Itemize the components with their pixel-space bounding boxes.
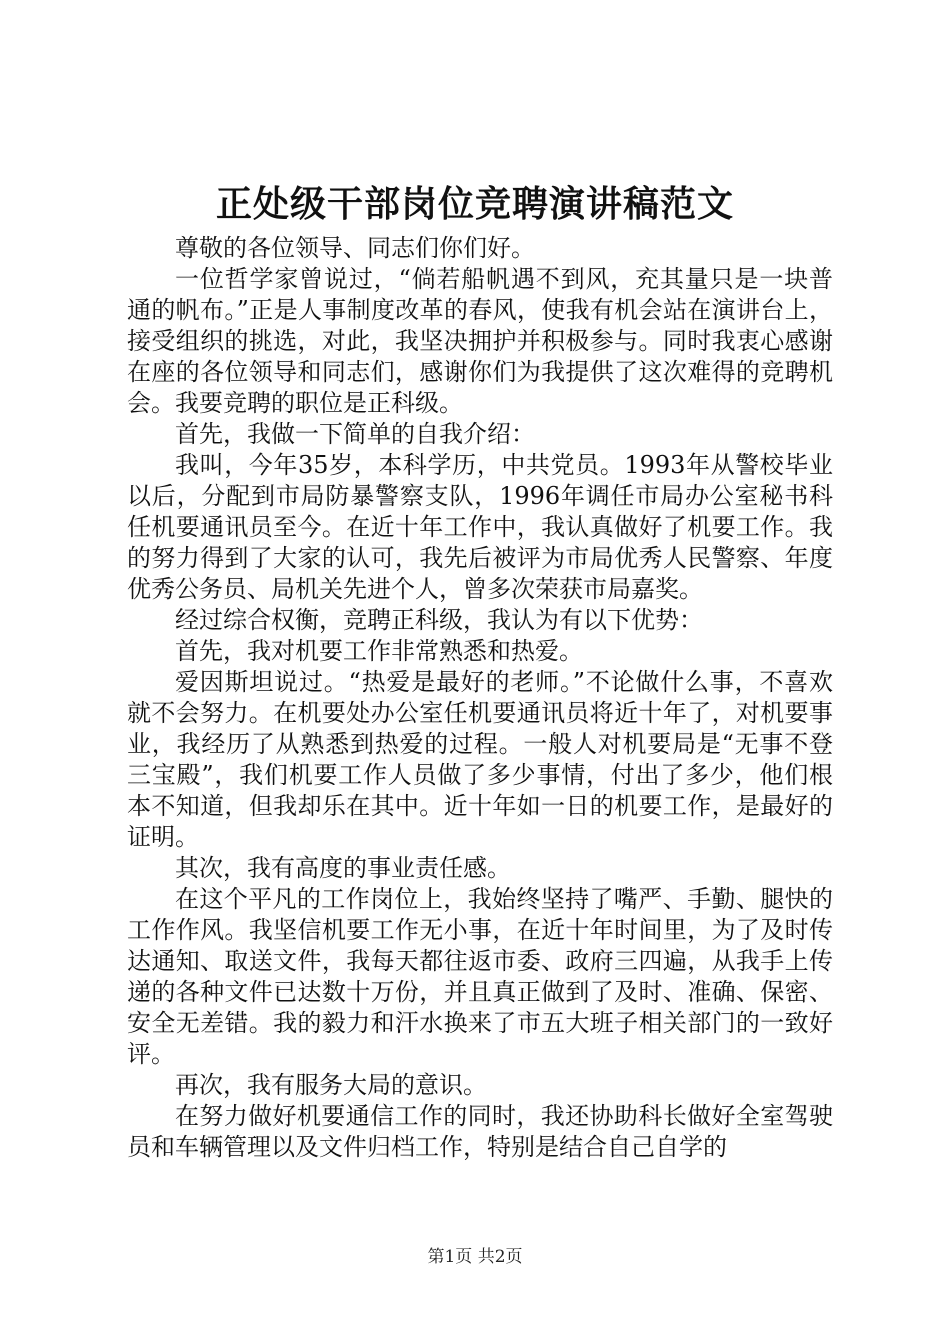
paragraph-advantage-three-body: 在努力做好机要通信工作的同时，我还协助科长做好全室驾驶员和车辆管理以及文件归档工作，特别是结合自己自学的 xyxy=(127,1102,833,1161)
page-number-footer: 第1页 共2页 xyxy=(427,1247,523,1267)
paragraph-advantage-two-body: 在这个平凡的工作岗位上，我始终坚持了嘴严、手勤、腿快的工作作风。我坚信机要工作无小事，在近十年时间里，为了及时传达通知、取送文件，我每天都往返市委、政府三四遍，从我手上传递的各种文件已达数十万份，并且真正做到了及时、准确、保密、安全无差错。我的毅力和汗水换来了市五大班子相关部门的一致好评。 xyxy=(127,885,833,1068)
paragraph-advantage-three-heading: 再次，我有服务大局的意识。 xyxy=(175,1071,487,1099)
paragraph-advantage-one-heading: 首先，我对机要工作非常熟悉和热爱。 xyxy=(175,637,583,665)
paragraph-advantage-two-heading: 其次，我有高度的事业责任感。 xyxy=(175,854,511,882)
paragraph-intro-heading: 首先，我做一下简单的自我介绍： xyxy=(175,420,535,448)
paragraph-greeting: 尊敬的各位领导、同志们你们好。 xyxy=(175,234,535,262)
paragraph-advantages-heading: 经过综合权衡，竞聘正科级，我认为有以下优势： xyxy=(175,606,703,634)
document-body xyxy=(127,233,833,1163)
document-title: 正处级干部岗位竞聘演讲稿范文 xyxy=(215,183,734,225)
paragraph-opening: 一位哲学家曾说过，“倘若船帆遇不到风，充其量只是一块普通的帆布。”正是人事制度改革的春风，使我有机会站在演讲台上，接受组织的挑选，对此，我坚决拥护并积极参与。同时我衷心感谢在座的各位领导和同志们，感谢你们为我提供了这次难得的竞聘机会。我要竞聘的职位是正科级。 xyxy=(127,265,833,417)
paragraph-advantage-one-body: 爱因斯坦说过。“热爱是最好的老师。”不论做什么事，不喜欢就不会努力。在机要处办公室任机要通讯员将近十年了，对机要事业，我经历了从熟悉到热爱的过程。一般人对机要局是“无事不登三宝殿”，我们机要工作人员做了多少事情，付出了多少，他们根本不知道，但我却乐在其中。近十年如一日的机要工作，是最好的证明。 xyxy=(127,668,833,851)
paragraph-self-introduction: 我叫，今年35岁，本科学历，中共党员。1993年从警校毕业以后，分配到市局防暴警察支队，1996年调任市局办公室秘书科任机要通讯员至今。在近十年工作中，我认真做好了机要工作。我的努力得到了大家的认可，我先后被评为市局优秀人民警察、年度优秀公务员、局机关先进个人，曾多次荣获市局嘉奖。 xyxy=(127,451,833,603)
